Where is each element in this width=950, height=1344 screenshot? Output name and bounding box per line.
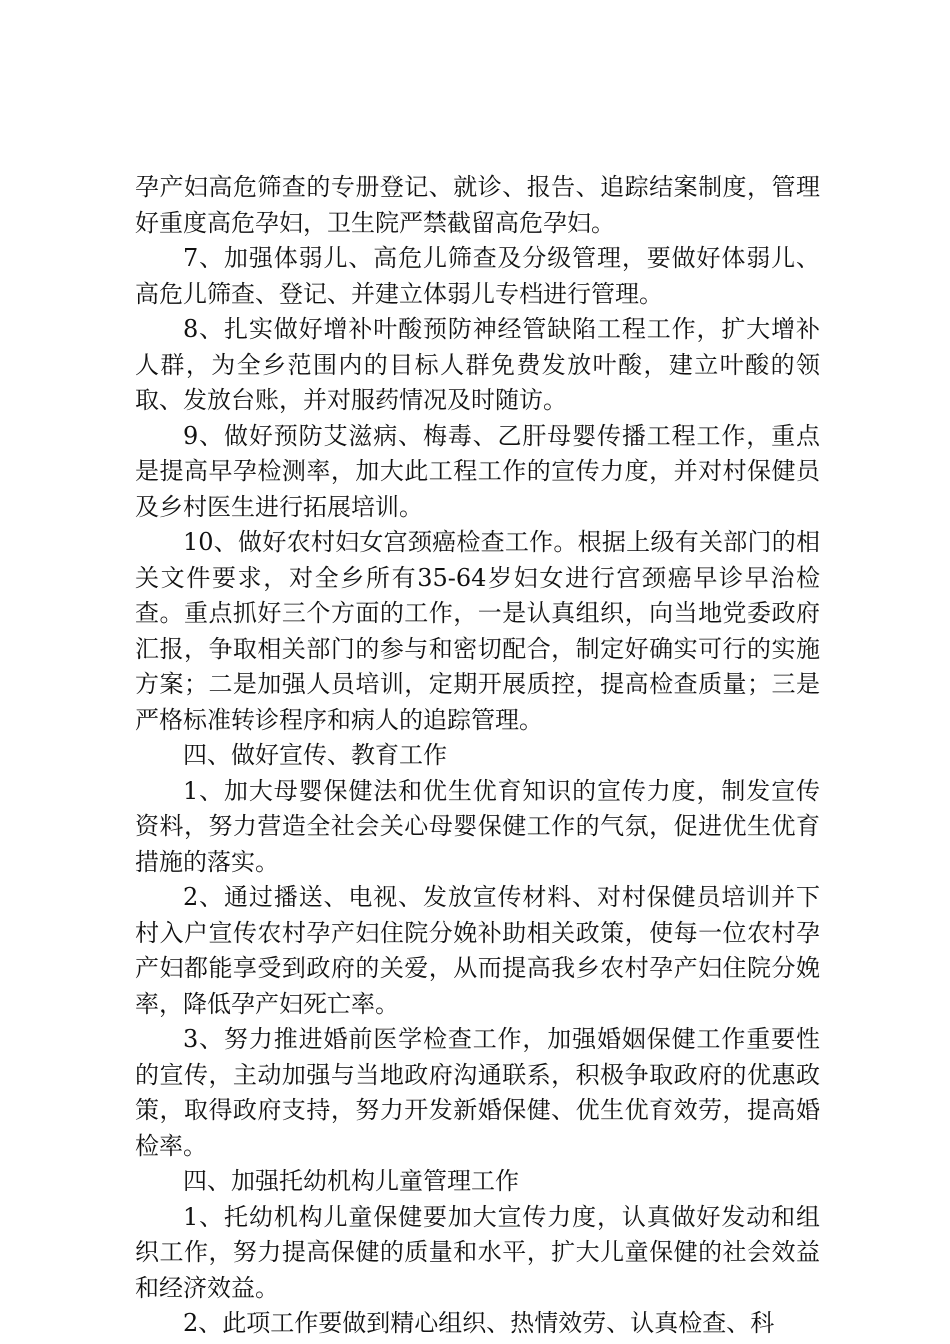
paragraph-item-8: 8、扎实做好增补叶酸预防神经管缺陷工程工作，扩大增补人群，为全乡范围内的目标人群免费发放叶酸，建立叶酸的领取、发放台账，并对服药情况及时随访。 <box>135 315 820 414</box>
document-body <box>135 170 820 1342</box>
paragraph-continued-high-risk-screening: 孕产妇高危筛查的专册登记、就诊、报告、追踪结案制度，管理好重度高危孕妇，卫生院严禁截留高危孕妇。 <box>135 173 820 237</box>
section-heading-publicity-education: 四、做好宣传、教育工作 <box>183 741 447 769</box>
paragraph-publicity-item-3: 3、努力推进婚前医学检查工作，加强婚姻保健工作重要性的宣传，主动加强与当地政府沟通联系，积极争取政府的优惠政策，取得政府支持，努力开发新婚保健、优生优育效劳，提高婚检率。 <box>135 1025 820 1160</box>
paragraph-item-9: 9、做好预防艾滋病、梅毒、乙肝母婴传播工程工作，重点是提高早孕检测率，加大此工程工作的宣传力度，并对村保健员及乡村医生进行拓展培训。 <box>135 421 820 521</box>
paragraph-childcare-item-1: 1、托幼机构儿童保健要加大宣传力度，认真做好发动和组织工作，努力提高保健的质量和水平，扩大儿童保健的社会效益和经济效益。 <box>135 1202 820 1302</box>
paragraph-item-7: 7、加强体弱儿、高危儿筛查及分级管理，要做好体弱儿、高危儿筛查、登记、并建立体弱儿专档进行管理。 <box>135 244 820 308</box>
paragraph-publicity-item-2: 2、通过播送、电视、发放宣传材料、对村保健员培训并下村入户宣传农村孕产妇住院分娩补助相关政策，使每一位农村孕产妇都能享受到政府的关爱，从而提高我乡农村孕产妇住院分娩率，降低孕产妇死亡率。 <box>135 883 820 1018</box>
section-heading-childcare-management: 四、加强托幼机构儿童管理工作 <box>183 1167 519 1195</box>
paragraph-childcare-item-2: 2、此项工作要做到精心组织、热情效劳、认真检查、科 <box>183 1309 775 1337</box>
paragraph-item-10: 10、做好农村妇女宫颈癌检查工作。根据上级有关部门的相关文件要求，对全乡所有35-64岁妇女进行宫颈癌早诊早治检查。重点抓好三个方面的工作，一是认真组织，向当地党委政府汇报，争取相关部门的参与和密切配合，制定好确实可行的实施方案；二是加强人员培训，定期开展质控，提高检查质量；三是严格标准转诊程序和病人的追踪管理。 <box>135 528 820 734</box>
paragraph-publicity-item-1: 1、加大母婴保健法和优生优育知识的宣传力度，制发宣传资料，努力营造全社会关心母婴保健工作的气氛，促进优生优育措施的落实。 <box>135 776 820 876</box>
